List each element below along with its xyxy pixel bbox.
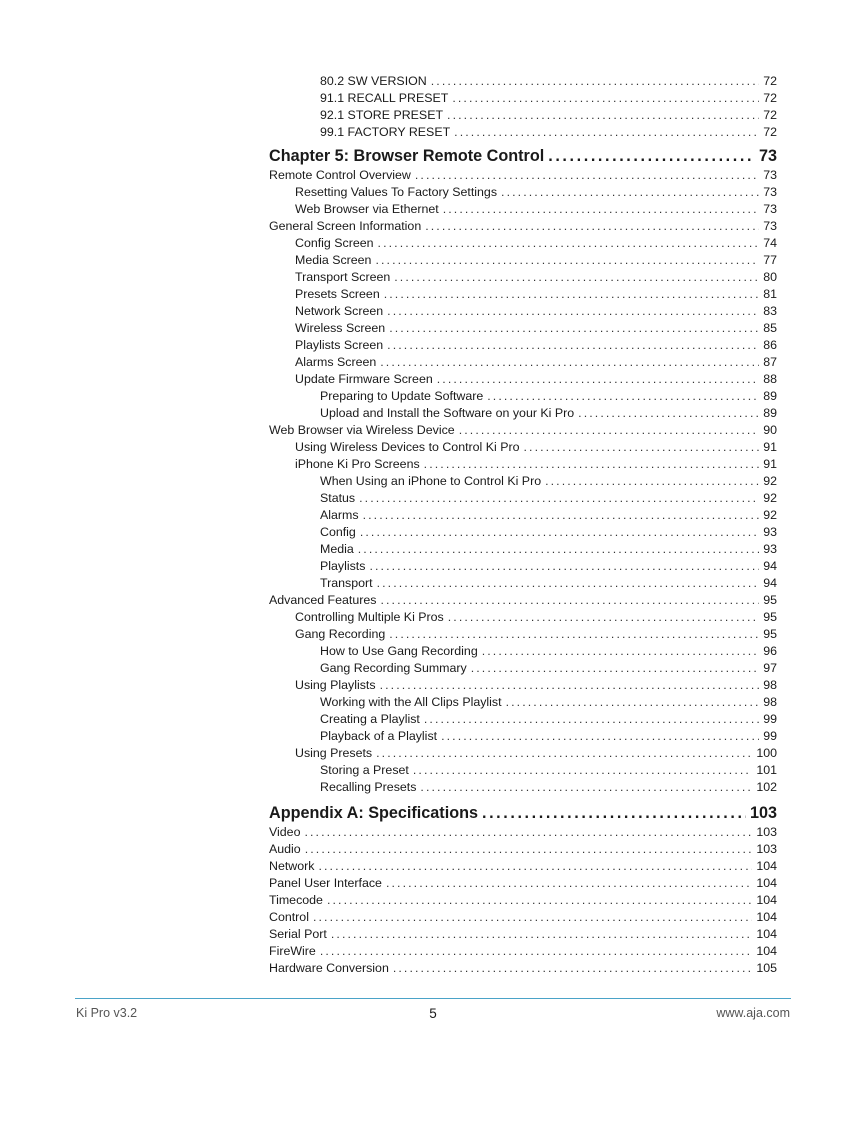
toc-entry-title: Creating a Playlist [320, 712, 420, 726]
toc-entry-page: 72 [763, 108, 777, 122]
toc-entry-page: 104 [756, 910, 777, 924]
toc-dot-leader [313, 909, 752, 926]
toc-entry-page: 104 [756, 893, 777, 907]
toc-dot-leader [441, 728, 759, 745]
toc-entry[interactable] [269, 609, 777, 626]
toc-entry-title: Remote Control Overview [269, 168, 411, 182]
toc-entry[interactable] [269, 779, 777, 796]
toc-entry[interactable] [269, 73, 777, 90]
toc-entry[interactable] [269, 456, 777, 473]
toc-dot-leader [454, 124, 759, 141]
toc-entry-title: Audio [269, 842, 301, 856]
toc-entry-title: Hardware Conversion [269, 961, 389, 975]
toc-entry-title: Control [269, 910, 309, 924]
toc-dot-leader [424, 711, 759, 728]
toc-dot-leader [375, 252, 759, 269]
toc-entry[interactable] [269, 252, 777, 269]
footer-divider [75, 998, 791, 999]
toc-dot-leader [387, 303, 759, 320]
toc-entry-title: Gang Recording [295, 627, 386, 641]
toc-entry-title: How to Use Gang Recording [320, 644, 478, 658]
toc-entry-title: Alarms Screen [295, 355, 377, 369]
toc-dot-leader [578, 405, 759, 422]
toc-entry[interactable] [269, 90, 777, 107]
toc-chapter-heading[interactable] [269, 146, 777, 167]
toc-chapter-heading[interactable] [269, 803, 777, 824]
toc-dot-leader [377, 575, 760, 592]
toc-entry-title: Alarms [320, 508, 359, 522]
toc-entry-title: When Using an iPhone to Control Ki Pro [320, 474, 542, 488]
toc-entry-page: 97 [763, 661, 777, 675]
toc-entry-page: 104 [756, 859, 777, 873]
toc-entry-page: 77 [763, 253, 777, 267]
toc-entry-title: Network Screen [295, 304, 384, 318]
toc-entry-page: 83 [763, 304, 777, 318]
toc-dot-leader [331, 926, 752, 943]
toc-dot-leader [425, 218, 759, 235]
toc-entry-title: 91.1 RECALL PRESET [320, 91, 449, 105]
toc-entry[interactable] [269, 269, 777, 286]
toc-entry-page: 95 [763, 593, 777, 607]
toc-entry-page: 89 [763, 389, 777, 403]
toc-entry-title: Playlists [320, 559, 366, 573]
toc-entry-page: 86 [763, 338, 777, 352]
toc-dot-leader [327, 892, 752, 909]
toc-entry-title: Panel User Interface [269, 876, 382, 890]
toc-entry[interactable] [269, 184, 777, 201]
toc-entry[interactable] [269, 875, 777, 892]
toc-entry-page: 104 [756, 927, 777, 941]
toc-dot-leader [482, 803, 746, 824]
toc-entry-title: Preparing to Update Software [320, 389, 484, 403]
footer-product: Ki Pro v3.2 [76, 1006, 138, 1020]
toc-dot-leader [431, 73, 759, 90]
toc-dot-leader [389, 626, 759, 643]
toc-entry-page: 90 [763, 423, 777, 437]
toc-entry[interactable] [269, 507, 777, 524]
toc-entry-page: 73 [763, 168, 777, 182]
toc-dot-leader [387, 337, 759, 354]
toc-entry[interactable] [269, 439, 777, 456]
toc-entry[interactable] [269, 303, 777, 320]
toc-entry-title: General Screen Information [269, 219, 422, 233]
toc-dot-leader [304, 824, 752, 841]
toc-dot-leader [380, 677, 760, 694]
toc-entry-page: 93 [763, 542, 777, 556]
toc-entry-title: 99.1 FACTORY RESET [320, 125, 451, 139]
toc-dot-leader [452, 90, 759, 107]
toc-entry[interactable] [269, 660, 777, 677]
toc-entry-title: Web Browser via Ethernet [295, 202, 439, 216]
toc-entry-title: 80.2 SW VERSION [320, 74, 427, 88]
toc-entry-title: Recalling Presets [320, 780, 417, 794]
toc-entry[interactable] [269, 235, 777, 252]
toc-dot-leader [389, 320, 759, 337]
toc-entry[interactable] [269, 218, 777, 235]
toc-entry-page: 99 [763, 712, 777, 726]
toc-entry-page: 88 [763, 372, 777, 386]
toc-entry-page: 80 [763, 270, 777, 284]
toc-entry-page: 87 [763, 355, 777, 369]
toc-entry[interactable] [269, 201, 777, 218]
toc-entry-title: Chapter 5: Browser Remote Control [269, 147, 545, 165]
toc-entry-page: 101 [756, 763, 777, 777]
toc-dot-leader [386, 875, 752, 892]
toc-dot-leader [437, 371, 759, 388]
toc-entry-title: Gang Recording Summary [320, 661, 467, 675]
toc-entry-page: 85 [763, 321, 777, 335]
toc-dot-leader [358, 541, 759, 558]
toc-entry-title: Config [320, 525, 356, 539]
toc-entry-title: iPhone Ki Pro Screens [295, 457, 420, 471]
toc-entry[interactable] [269, 960, 777, 977]
toc-dot-leader [320, 943, 753, 960]
toc-entry-title: Serial Port [269, 927, 327, 941]
toc-entry-title: Config Screen [295, 236, 374, 250]
toc-dot-leader [394, 269, 759, 286]
toc-entry-title: Transport [320, 576, 373, 590]
toc-entry[interactable] [269, 558, 777, 575]
toc-entry[interactable] [269, 694, 777, 711]
toc-dot-leader [447, 107, 759, 124]
toc-entry[interactable] [269, 371, 777, 388]
toc-entry-page: 100 [756, 746, 777, 760]
toc-entry[interactable] [269, 541, 777, 558]
toc-dot-leader [360, 524, 759, 541]
toc-dot-leader [318, 858, 752, 875]
toc-dot-leader [545, 473, 759, 490]
toc-dot-leader [471, 660, 760, 677]
toc-entry[interactable] [269, 626, 777, 643]
toc-entry[interactable] [269, 824, 777, 841]
toc-entry-title: Presets Screen [295, 287, 380, 301]
toc-dot-leader [393, 960, 752, 977]
toc-dot-leader [378, 235, 760, 252]
toc-entry[interactable] [269, 320, 777, 337]
toc-entry-title: Web Browser via Wireless Device [269, 423, 455, 437]
toc-entry-page: 94 [763, 576, 777, 590]
toc-entry-title: Update Firmware Screen [295, 372, 433, 386]
toc-entry-page: 92 [763, 491, 777, 505]
toc-entry-title: Playlists Screen [295, 338, 384, 352]
toc-entry-page: 104 [756, 944, 777, 958]
toc-entry-title: 92.1 STORE PRESET [320, 108, 444, 122]
toc-dot-leader [380, 592, 759, 609]
toc-entry[interactable] [269, 892, 777, 909]
toc-entry-title: Using Playlists [295, 678, 376, 692]
toc-entry-title: Storing a Preset [320, 763, 409, 777]
toc-entry-page: 103 [756, 842, 777, 856]
toc-dot-leader [548, 146, 755, 167]
toc-dot-leader [305, 841, 753, 858]
toc-entry-title: Advanced Features [269, 593, 377, 607]
toc-entry[interactable] [269, 422, 777, 439]
toc-entry-page: 92 [763, 474, 777, 488]
toc-entry-title: Wireless Screen [295, 321, 386, 335]
toc-entry-page: 89 [763, 406, 777, 420]
toc-dot-leader [420, 779, 752, 796]
toc-entry[interactable] [269, 286, 777, 303]
toc-entry-page: 73 [758, 147, 777, 165]
toc-entry[interactable] [269, 858, 777, 875]
toc-entry[interactable] [269, 473, 777, 490]
toc-entry-page: 73 [763, 185, 777, 199]
toc-entry-page: 92 [763, 508, 777, 522]
toc-entry-page: 98 [763, 695, 777, 709]
toc-entry-page: 99 [763, 729, 777, 743]
toc-entry[interactable] [269, 490, 777, 507]
toc-entry-title: Upload and Install the Software on your Ki Pro [320, 406, 575, 420]
toc-dot-leader [459, 422, 760, 439]
toc-dot-leader [482, 643, 759, 660]
toc-entry[interactable] [269, 107, 777, 124]
toc-entry-page: 91 [763, 440, 777, 454]
toc-entry-page: 72 [763, 74, 777, 88]
toc-entry-title: Using Wireless Devices to Control Ki Pro [295, 440, 520, 454]
toc-entry-page: 103 [749, 804, 777, 822]
toc-entry[interactable] [269, 926, 777, 943]
toc-entry-title: Status [320, 491, 356, 505]
toc-entry[interactable] [269, 643, 777, 660]
toc-entry-page: 72 [763, 91, 777, 105]
toc-dot-leader [501, 184, 759, 201]
toc-entry-title: Playback of a Playlist [320, 729, 438, 743]
toc-entry-page: 81 [763, 287, 777, 301]
toc-entry-title: Timecode [269, 893, 323, 907]
toc-entry-title: Appendix A: Specifications [269, 804, 478, 822]
toc-entry-page: 91 [763, 457, 777, 471]
toc-entry[interactable] [269, 677, 777, 694]
toc-dot-leader [523, 439, 759, 456]
toc-entry-page: 105 [756, 961, 777, 975]
toc-dot-leader [443, 201, 760, 218]
toc-entry[interactable] [269, 167, 777, 184]
toc-entry[interactable] [269, 124, 777, 141]
toc-entry[interactable] [269, 405, 777, 422]
toc-dot-leader [415, 167, 759, 184]
footer-website: www.aja.com [716, 1006, 790, 1020]
toc-entry-title: Media [320, 542, 354, 556]
toc-entry-title: Controlling Multiple Ki Pros [295, 610, 444, 624]
toc-dot-leader [380, 354, 759, 371]
toc-entry-title: Working with the All Clips Playlist [320, 695, 502, 709]
toc-entry-page: 104 [756, 876, 777, 890]
toc-entry[interactable] [269, 745, 777, 762]
toc-entry-page: 102 [756, 780, 777, 794]
toc-entry-page: 94 [763, 559, 777, 573]
toc-entry[interactable] [269, 728, 777, 745]
toc-entry[interactable] [269, 337, 777, 354]
toc-dot-leader [363, 507, 760, 524]
toc-entry[interactable] [269, 575, 777, 592]
toc-dot-leader [369, 558, 759, 575]
toc-entry-title: Transport Screen [295, 270, 391, 284]
table-of-contents [269, 73, 777, 977]
toc-dot-leader [487, 388, 759, 405]
toc-entry[interactable] [269, 762, 777, 779]
toc-entry-page: 74 [763, 236, 777, 250]
toc-dot-leader [413, 762, 752, 779]
toc-entry-page: 73 [763, 202, 777, 216]
toc-entry-title: Resetting Values To Factory Settings [295, 185, 498, 199]
toc-entry-page: 73 [763, 219, 777, 233]
toc-entry-page: 95 [763, 610, 777, 624]
toc-entry-page: 93 [763, 525, 777, 539]
footer-page-number: 5 [429, 1006, 437, 1021]
toc-entry[interactable] [269, 841, 777, 858]
toc-entry-title: Video [269, 825, 301, 839]
toc-entry[interactable] [269, 354, 777, 371]
toc-entry-page: 72 [763, 125, 777, 139]
toc-dot-leader [448, 609, 759, 626]
toc-entry-page: 95 [763, 627, 777, 641]
toc-entry[interactable] [269, 711, 777, 728]
toc-entry-page: 103 [756, 825, 777, 839]
toc-entry[interactable] [269, 388, 777, 405]
toc-dot-leader [506, 694, 760, 711]
toc-entry[interactable] [269, 909, 777, 926]
toc-entry[interactable] [269, 943, 777, 960]
toc-dot-leader [384, 286, 759, 303]
toc-entry-title: FireWire [269, 944, 316, 958]
toc-entry-title: Media Screen [295, 253, 372, 267]
toc-dot-leader [359, 490, 759, 507]
toc-dot-leader [424, 456, 760, 473]
toc-entry[interactable] [269, 524, 777, 541]
toc-entry-title: Using Presets [295, 746, 373, 760]
toc-entry-page: 98 [763, 678, 777, 692]
toc-entry-title: Network [269, 859, 315, 873]
toc-entry-page: 96 [763, 644, 777, 658]
toc-entry[interactable] [269, 592, 777, 609]
toc-dot-leader [376, 745, 752, 762]
